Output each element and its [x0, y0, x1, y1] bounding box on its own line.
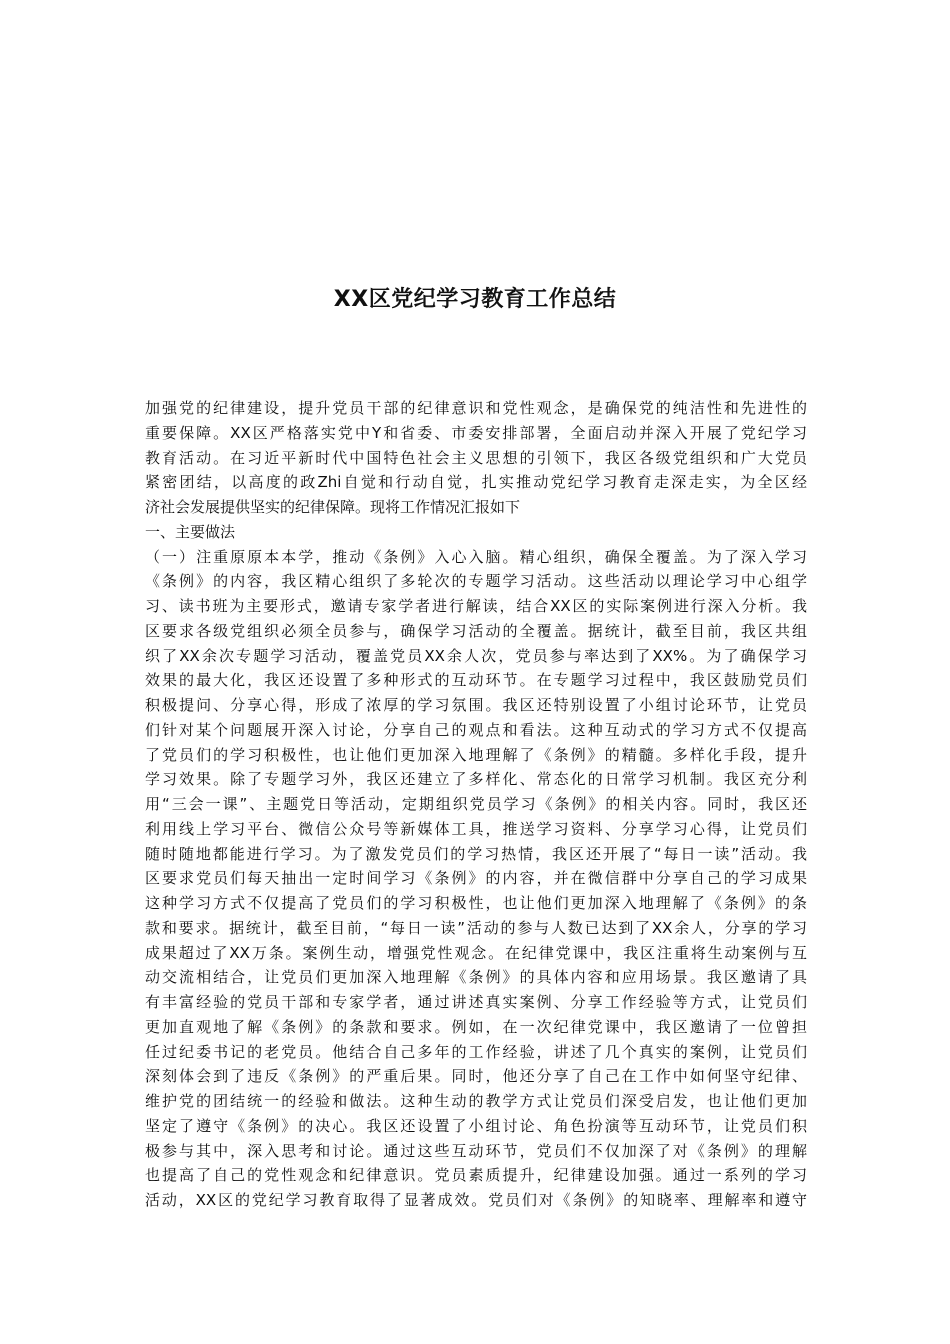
- paragraph-line: 也提高了自己的党性观念和纪律意识。党员素质提升，纪律建设加强。通过一系列的学习: [145, 1166, 807, 1185]
- paragraph-line: 坚定了遵守《条例》的决心。我区还设置了小组讨论、角色扮演等互动环节，让党员们积: [145, 1116, 807, 1135]
- paragraph-line: 款和要求。据统计，截至目前，“每日一读”活动的参与人数已达到了XX余人，分享的学习: [145, 918, 807, 937]
- paragraph-line: 任过纪委书记的老党员。他结合自己多年的工作经验，讲述了几个真实的案例，让党员们: [145, 1042, 807, 1061]
- paragraph-line: 更加直观地了解《条例》的条款和要求。例如，在一次纪律党课中，我区邀请了一位曾担: [145, 1017, 807, 1036]
- paragraph-line: 区要求各级党组织必须全员参与，确保学习活动的全覆盖。据统计，截至目前，我区共组: [145, 621, 807, 640]
- paragraph-line: 随时随地都能进行学习。为了激发党员们的学习热情，我区还开展了“每日一读”活动。我: [145, 844, 807, 863]
- paragraph-line: 动交流相结合，让党员们更加深入地理解《条例》的具体内容和应用场景。我区邀请了具: [145, 968, 807, 987]
- paragraph-line: 用“三会一课”、主题党日等活动，定期组织党员学习《条例》的相关内容。同时，我区还: [145, 795, 807, 813]
- paragraph-line: 区要求党员们每天抽出一定时间学习《条例》的内容，并在微信群中分享自己的学习成果: [145, 869, 807, 888]
- paragraph-line: 维护党的团结统一的经验和做法。这种生动的教学方式让党员们深受启发，也让他们更加: [145, 1092, 807, 1110]
- paragraph-line: （一）注重原原本本学，推动《条例》入心入脑。精心组织，确保全覆盖。为了深入学习: [145, 547, 807, 566]
- paragraph-line: 极参与其中，深入思考和讨论。通过这些互动环节，党员们不仅加深了对《条例》的理解: [145, 1141, 807, 1160]
- document-body: [145, 396, 807, 1213]
- paragraph-line: 有丰富经验的党员干部和专家学者，通过讲述真实案例、分享工作经验等方式，让党员们: [145, 993, 807, 1011]
- paragraph-line: 深刻体会到了违反《条例》的严重后果。同时，他还分享了自己在工作中如何坚守纪律、: [145, 1067, 807, 1086]
- paragraph-line: 积极提问、分享心得，形成了浓厚的学习氛围。我区还特别设置了小组讨论环节，让党员: [145, 696, 807, 714]
- paragraph-line: 这种学习方式不仅提高了党员们的学习积极性，也让他们更加深入地理解了《条例》的条: [145, 894, 807, 912]
- paragraph-line: 《条例》的内容，我区精心组织了多轮次的专题学习活动。这些活动以理论学习中心组学: [145, 572, 807, 591]
- paragraph-line: 织了XX余次专题学习活动，覆盖党员XX余人次，党员参与率达到了XX%。为了确保学习: [145, 646, 807, 665]
- paragraph-line: 效果的最大化，我区还设置了多种形式的互动环节。在专题学习过程中，我区鼓励党员们: [145, 671, 807, 690]
- paragraph-line: 习、读书班为主要形式，邀请专家学者进行解读，结合XX区的实际案例进行深入分析。我: [145, 597, 807, 615]
- paragraph-line: 了党员们的学习积极性，也让他们更加深入地理解了《条例》的精髓。多样化手段，提升: [145, 745, 807, 764]
- paragraph-line: 成果超过了XX万条。案例生动，增强党性观念。在纪律党课中，我区注重将生动案例与互: [145, 943, 807, 962]
- paragraph-line: 紧密团结，以高度的政Zhi自觉和行动自觉，扎实推动党纪学习教育走深走实，为全区经: [145, 473, 807, 492]
- document-title: XX区党纪学习教育工作总结: [333, 287, 617, 312]
- paragraph-line: 教育活动。在习近平新时代中国特色社会主义思想的引领下，我区各级党组织和广大党员: [145, 448, 807, 467]
- paragraph-line: 济社会发展提供坚实的纪律保障。现将工作情况汇报如下: [145, 498, 521, 516]
- paragraph-line: 加强党的纪律建设，提升党员干部的纪律意识和党性观念，是确保党的纯洁性和先进性的: [145, 399, 807, 417]
- paragraph-line: 一、主要做法: [145, 522, 236, 541]
- paragraph-line: 活动，XX区的党纪学习教育取得了显著成效。党员们对《条例》的知晓率、理解率和遵守: [145, 1191, 807, 1209]
- paragraph-line: 重要保障。XX区严格落实党中Y和省委、市委安排部署，全面启动并深入开展了党纪学习: [145, 423, 807, 442]
- paragraph-line: 利用线上学习平台、微信公众号等新媒体工具，推送学习资料、分享学习心得，让党员们: [145, 819, 807, 838]
- paragraph-line: 们针对某个问题展开深入讨论，分享自己的观点和看法。这种互动式的学习方式不仅提高: [145, 720, 807, 739]
- paragraph-line: 学习效果。除了专题学习外，我区还建立了多样化、常态化的日常学习机制。我区充分利: [145, 770, 807, 789]
